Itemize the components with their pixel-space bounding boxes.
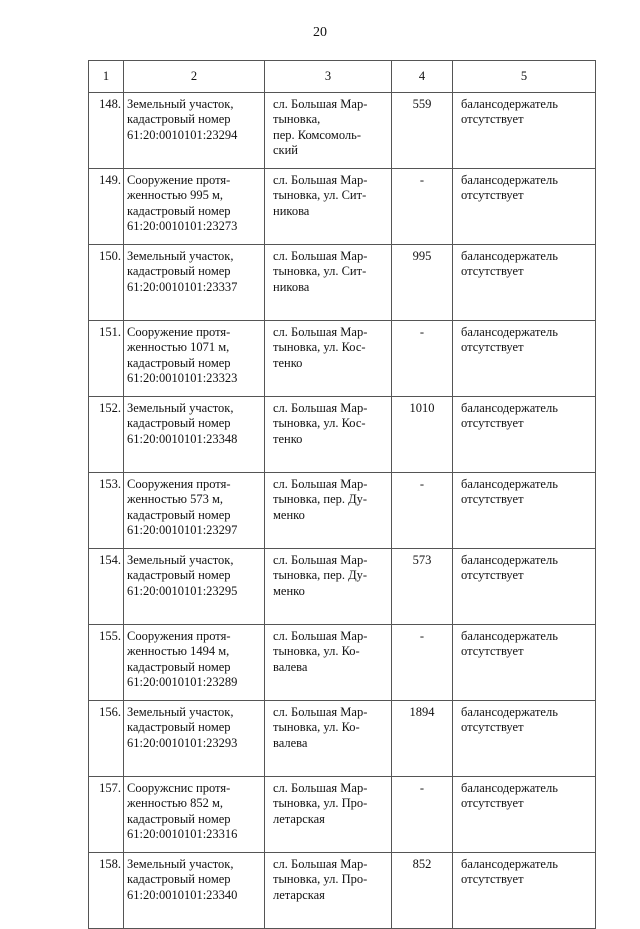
balance-holder	[453, 321, 596, 397]
table-row	[89, 321, 596, 397]
object-address	[265, 473, 392, 549]
cell-line: тенко	[273, 355, 303, 370]
object-area: 995	[392, 245, 453, 321]
header-row	[89, 61, 596, 93]
object-area: -	[392, 625, 453, 701]
cell-line: валева	[273, 735, 308, 750]
cell-line: 61:20:0010101:23316	[127, 826, 238, 841]
cell-line: тыновка, ул. Про-	[273, 796, 368, 811]
cell-line: Земельный участок,	[127, 857, 234, 871]
table-row	[89, 93, 596, 169]
cell-line: балансодержатель	[461, 553, 558, 567]
balance-holder	[453, 853, 596, 929]
cell-line: балансодержатель	[461, 705, 558, 719]
cell-line: кадастровый номер	[127, 264, 231, 279]
object-description	[124, 549, 265, 625]
object-area: -	[392, 777, 453, 853]
cell-line: менко	[273, 583, 305, 598]
cell-line: сл. Большая Мар-	[273, 477, 368, 491]
object-description	[124, 169, 265, 245]
object-area: 559	[392, 93, 453, 169]
cell-line: Земельный участок,	[127, 249, 234, 263]
object-address	[265, 93, 392, 169]
object-address	[265, 701, 392, 777]
cell-line: кадастровый номер	[127, 568, 231, 583]
cell-line: женностью 573 м,	[127, 492, 224, 507]
cell-line: кадастровый номер	[127, 416, 231, 431]
table-body	[89, 93, 596, 929]
object-address	[265, 853, 392, 929]
cell-line: отсутствует	[461, 872, 524, 887]
cell-line: 61:20:0010101:23295	[127, 583, 238, 598]
cell-line: кадастровый номер	[127, 507, 231, 522]
object-address	[265, 397, 392, 473]
cell-line: отсутствует	[461, 112, 524, 127]
cell-line: женностью 995 м,	[127, 188, 224, 203]
object-description	[124, 397, 265, 473]
cell-line: балансодержатель	[461, 781, 558, 795]
cell-line: балансодержатель	[461, 97, 558, 111]
object-description	[124, 245, 265, 321]
row-number: 149.	[89, 169, 124, 245]
cell-line: отсутствует	[461, 568, 524, 583]
cell-line: сл. Большая Мар-	[273, 249, 368, 263]
row-number: 151.	[89, 321, 124, 397]
balance-holder	[453, 473, 596, 549]
object-address	[265, 777, 392, 853]
cell-line: балансодержатель	[461, 401, 558, 415]
cell-line: 61:20:0010101:23297	[127, 522, 238, 537]
cell-line: балансодержатель	[461, 249, 558, 263]
object-description	[124, 93, 265, 169]
balance-holder	[453, 93, 596, 169]
cell-line: тыновка, пер. Ду-	[273, 568, 368, 583]
balance-holder	[453, 549, 596, 625]
cell-line: тыновка, ул. Кос-	[273, 416, 366, 431]
object-area: 1894	[392, 701, 453, 777]
cell-line: балансодержатель	[461, 477, 558, 491]
cell-line: Земельный участок,	[127, 97, 234, 111]
cell-line: Земельный участок,	[127, 401, 234, 415]
row-number: 150.	[89, 245, 124, 321]
cell-line: 61:20:0010101:23348	[127, 431, 238, 446]
cell-line: тыновка, ул. Сит-	[273, 188, 367, 203]
object-description	[124, 625, 265, 701]
cell-line: отсутствует	[461, 188, 524, 203]
table-row	[89, 777, 596, 853]
cell-line: сл. Большая Мар-	[273, 97, 368, 111]
cell-line: сл. Большая Мар-	[273, 629, 368, 643]
cell-line: 61:20:0010101:23337	[127, 279, 238, 294]
row-number: 148.	[89, 93, 124, 169]
cell-line: балансодержатель	[461, 325, 558, 339]
cell-line: никова	[273, 203, 310, 218]
cell-line: 61:20:0010101:23293	[127, 735, 238, 750]
cell-line: валева	[273, 659, 308, 674]
cell-line: балансодержатель	[461, 857, 558, 871]
cell-line: женностью 852 м,	[127, 796, 224, 811]
cell-line: тыновка, ул. Ко-	[273, 644, 360, 659]
object-description	[124, 321, 265, 397]
cell-line: менко	[273, 507, 305, 522]
cell-line: тыновка, ул. Кос-	[273, 340, 366, 355]
table-row	[89, 853, 596, 929]
row-number: 153.	[89, 473, 124, 549]
cell-line: ский	[273, 142, 298, 157]
row-number: 156.	[89, 701, 124, 777]
balance-holder	[453, 777, 596, 853]
object-description	[124, 777, 265, 853]
balance-holder	[453, 625, 596, 701]
row-number: 158.	[89, 853, 124, 929]
table-row	[89, 397, 596, 473]
object-address	[265, 245, 392, 321]
cell-line: Сооружение протя-	[127, 173, 231, 187]
cell-line: сл. Большая Мар-	[273, 325, 368, 339]
row-number: 152.	[89, 397, 124, 473]
object-address	[265, 625, 392, 701]
balance-holder	[453, 169, 596, 245]
cell-line: сл. Большая Мар-	[273, 857, 368, 871]
table-row	[89, 169, 596, 245]
table-row	[89, 549, 596, 625]
object-description	[124, 701, 265, 777]
page-number: 20	[313, 25, 327, 40]
cell-line: сл. Большая Мар-	[273, 401, 368, 415]
cell-line: 61:20:0010101:23323	[127, 370, 238, 385]
cell-line: отсутствует	[461, 340, 524, 355]
cell-line: кадастровый номер	[127, 872, 231, 887]
row-number: 155.	[89, 625, 124, 701]
object-description	[124, 853, 265, 929]
cell-line: отсутствует	[461, 720, 524, 735]
property-table	[88, 60, 596, 929]
cell-line: отсутствует	[461, 796, 524, 811]
balance-holder	[453, 397, 596, 473]
cell-line: кадастровый номер	[127, 355, 231, 370]
cell-line: сл. Большая Мар-	[273, 705, 368, 719]
cell-line: тыновка, ул. Ко-	[273, 720, 360, 735]
object-area: 573	[392, 549, 453, 625]
table-row	[89, 701, 596, 777]
cell-line: балансодержатель	[461, 629, 558, 643]
cell-line: кадастровый номер	[127, 811, 231, 826]
cell-line: тыновка,	[273, 112, 321, 127]
object-area: 1010	[392, 397, 453, 473]
cell-line: сл. Большая Мар-	[273, 173, 368, 187]
cell-line: Земельный участок,	[127, 705, 234, 719]
cell-line: тыновка, ул. Про-	[273, 872, 368, 887]
column-header: 5	[453, 61, 596, 93]
column-header: 3	[265, 61, 392, 93]
column-header: 4	[392, 61, 453, 93]
cell-line: Сооружения протя-	[127, 629, 231, 643]
object-address	[265, 549, 392, 625]
balance-holder	[453, 701, 596, 777]
cell-line: 61:20:0010101:23273	[127, 218, 238, 233]
object-description	[124, 473, 265, 549]
cell-line: кадастровый номер	[127, 203, 231, 218]
balance-holder	[453, 245, 596, 321]
object-area: -	[392, 169, 453, 245]
table-row	[89, 473, 596, 549]
cell-line: пер. Комсомоль-	[273, 127, 362, 142]
object-area: -	[392, 321, 453, 397]
object-area: 852	[392, 853, 453, 929]
cell-line: отсутствует	[461, 644, 524, 659]
cell-line: 61:20:0010101:23294	[127, 127, 238, 142]
cell-line: 61:20:0010101:23340	[127, 887, 238, 902]
table-row	[89, 245, 596, 321]
cell-line: кадастровый номер	[127, 112, 231, 127]
cell-line: летарская	[273, 887, 325, 902]
cell-line: Сооружение протя-	[127, 325, 231, 339]
cell-line: Земельный участок,	[127, 553, 234, 567]
cell-line: сл. Большая Мар-	[273, 553, 368, 567]
cell-line: тыновка, пер. Ду-	[273, 492, 368, 507]
cell-line: отсутствует	[461, 416, 524, 431]
table-row	[89, 625, 596, 701]
cell-line: женностью 1071 м,	[127, 340, 230, 355]
cell-line: 61:20:0010101:23289	[127, 674, 238, 689]
object-address	[265, 321, 392, 397]
cell-line: кадастровый номер	[127, 659, 231, 674]
cell-line: никова	[273, 279, 310, 294]
cell-line: Сооружснис протя-	[127, 781, 231, 795]
object-area: -	[392, 473, 453, 549]
cell-line: отсутствует	[461, 264, 524, 279]
cell-line: кадастровый номер	[127, 720, 231, 735]
column-header: 2	[124, 61, 265, 93]
row-number: 154.	[89, 549, 124, 625]
cell-line: тыновка, ул. Сит-	[273, 264, 367, 279]
column-header: 1	[89, 61, 124, 93]
cell-line: балансодержатель	[461, 173, 558, 187]
cell-line: отсутствует	[461, 492, 524, 507]
cell-line: сл. Большая Мар-	[273, 781, 368, 795]
cell-line: женностью 1494 м,	[127, 644, 230, 659]
row-number: 157.	[89, 777, 124, 853]
cell-line: Сооружения протя-	[127, 477, 231, 491]
object-address	[265, 169, 392, 245]
cell-line: тенко	[273, 431, 303, 446]
cell-line: летарская	[273, 811, 325, 826]
